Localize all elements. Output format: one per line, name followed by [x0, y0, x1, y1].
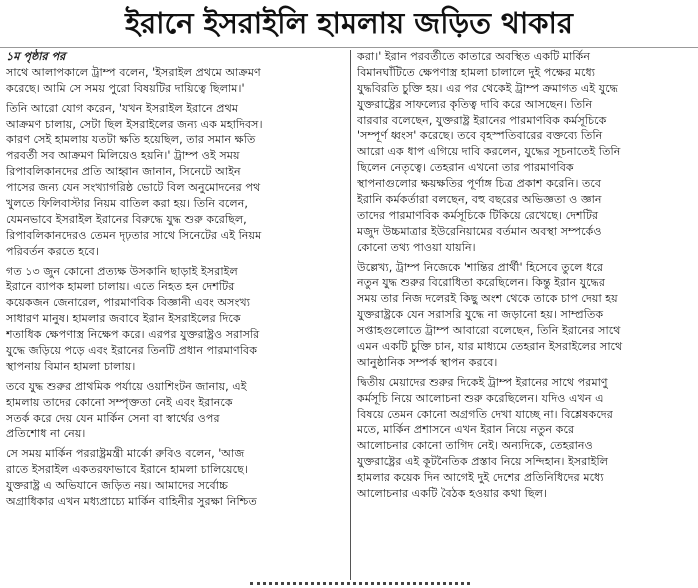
text-line: 'সম্পূর্ণ ধ্বংস' করেছে। তবে বৃহস্পতিবারের বক্তব্যে তিনি: [357, 129, 603, 143]
text-line: কয়েকজন জেনারেল, পারমাণবিক বিজ্ঞানী এবং অসংখ্য: [6, 296, 250, 310]
text-line: রিপাবলিকানদেরও তেমন দৃঢ়তার সাথে সিনেটের এই নিয়ম: [6, 228, 262, 242]
text-line: স্থাপনায় বিমান হামলা চালায়।: [6, 359, 136, 373]
headline-rule: [0, 47, 698, 48]
text-line: পরিবর্তন করতে হবে।: [6, 244, 99, 258]
text-line: হামলায় তাদের কোনো সম্পৃক্ততা নেই এবং ইরানকে: [6, 395, 233, 409]
text-line: করেছে। আমি সে সময় পুরো বিষয়টির দায়িত্বে ছিলাম।': [6, 81, 245, 95]
text-line: ছিলেন নেতৃত্বে। তেহরান এখনো তার পারমাণবিক: [357, 161, 574, 175]
text-line: শতাধিক ক্ষেপণাস্ত্র নিক্ষেপ করে। এরপর যুক্তরাষ্ট্রও সরাসরি: [6, 328, 260, 342]
text-line: রাতে ইসরাইল একতরফাভাবে ইরানে হামলা চালিয়েছে।: [6, 463, 248, 477]
text-line: উল্লেখ্য, ট্রাম্প নিজেকে 'শান্তির প্রার্থী' হিসেবে তুলে ধরে: [357, 260, 604, 274]
right-column-body: [357, 49, 693, 502]
text-line: স্থাপনাগুলোর ক্ষয়ক্ষতির পূর্ণাঙ্গ চিত্র প্রকাশ করেনি। তবে: [357, 177, 602, 191]
article-column-right: [357, 49, 693, 582]
text-line: আরো এক ধাপ এগিয়ে দাবি করলেন, যুদ্ধের সূচনাতেই তিনি: [357, 145, 621, 159]
text-line: বিষয়ে তেমন কোনো অগ্রগতি দেখা যাচ্ছে না। বিশ্লেষকদের: [357, 407, 613, 421]
text-line: ইরানে ব্যাপক হামলা চালায়। এতে নিহত হন দেশটির: [6, 280, 235, 294]
text-line: খুলতে ফিলিবাস্টার নিয়ম বাতিল করা হয়। তিনি বলেন,: [6, 197, 248, 211]
text-line: পাসের জন্য যেন সংখ্যাগরিষ্ঠ ভোটে বিল অনুমোদনের পথ: [6, 181, 261, 195]
text-line: গত ১৩ জুন কোনো প্রত্যক্ষ উসকানি ছাড়াই ইসরাইল: [6, 264, 238, 278]
text-line: সাধারণ মানুষ। হামলার জবাবে ইরান ইসরাইলের দিকে: [6, 312, 241, 326]
text-line: নতুন যুদ্ধ শুরুর বিরোধিতা করেছিলেন। কিন্তু ইরান যুদ্ধের: [357, 276, 605, 290]
text-line: আনুষ্ঠানিক সম্পর্ক স্থাপন করবে।: [357, 355, 498, 369]
text-line: যুদ্ধবিরতি চুক্তি হয়। এর পর থেকেই ট্রাম্প ক্রমাগত এই যুদ্ধে: [357, 81, 618, 95]
text-line: দ্বিতীয় মেয়াদের শুরুর দিকেই ট্রাম্প ইরানের সাথে পরমাণু: [357, 375, 608, 389]
text-line: আক্রমণ চালায়, সেটা ছিল ইসরাইলের জন্য এক মহাদিবস।: [6, 117, 263, 131]
article-column-left: [6, 49, 346, 582]
text-line: করা।' ইরান পরবর্তীতে কাতারে অবস্থিত একটি মার্কিন: [357, 50, 591, 63]
text-line: যুদ্ধে জড়িয়ে পড়ে এবং ইরানের তিনটি প্রধান পারমাণবিক: [6, 344, 258, 358]
text-line: কোনো তথ্য পাওয়া যায়নি।: [357, 240, 476, 254]
text-line: পরবর্তী সব আক্রমণ মিলিয়েও হয়নি।' ট্রাম্প ওই সময়: [6, 149, 240, 163]
next-text-cutoff: [0, 582, 698, 588]
text-line: হামলার কয়েক দিন আগেই দুই দেশের প্রতিনিধিদের মধ্যে: [357, 471, 604, 485]
text-line: সপ্তাহগুলোতে ট্রাম্প আবারো বলেছেন, তিনি ইরানের সাথে: [357, 324, 621, 338]
text-line: ইরানি কর্মকর্তারা বলছেন, বহু বছরের অভিজ্ঞতা ও জ্ঞান: [357, 193, 602, 207]
column-divider: [350, 50, 351, 580]
text-line: কারণ সেই হামলায় যতটা ক্ষতি হয়েছিল, তার সমান ক্ষতি: [6, 133, 256, 147]
text-line: মজুদ উচ্চমাত্রার ইউরেনিয়ামের বর্তমান অবস্থা সম্পর্কেও: [357, 224, 602, 238]
continuation-kicker: ১ম পৃষ্ঠার পর: [6, 50, 66, 63]
text-line: মতে, মার্কিন প্রশাসনে এখন ইরান নিয়ে নতুন করে: [357, 423, 575, 437]
left-column-body: [6, 65, 346, 510]
text-line: সময় তার নিজ দলেরই কিছু অংশ থেকে তাকে চাপ দেয়া হয়: [357, 292, 618, 306]
article-headline: ইরানে ইসরাইলি হামলায় জড়িত থাকার: [125, 6, 573, 40]
text-line: যুক্তরাষ্ট্রের সাফল্যের কৃতিত্ব দাবি করে আসছেন। তিনি: [357, 97, 593, 111]
text-line: এমন একটি চুক্তি চান, যার মাধ্যমে তেহরান ইসরাইলের সাথে: [357, 340, 623, 354]
text-line: যেমনভাবে ইসরাইল ইরানের বিরুদ্ধে যুদ্ধ শুরু করেছিল,: [6, 212, 247, 226]
text-line: তবে যুদ্ধ শুরুর প্রাথমিক পর্যায়ে ওয়াশিংটন জানায়, এই: [6, 379, 247, 393]
text-line: সতর্ক করে দেয় যেন মার্কিন সেনা বা স্বার্থের ওপর: [6, 411, 220, 425]
text-line: সে সময় মার্কিন পররাষ্ট্রমন্ত্রী মার্কো রুবিও বলেন, 'আজ: [6, 447, 245, 461]
text-line: বিমানঘাঁটিতে ক্ষেপণাস্ত্র হামলা চালালে দুই পক্ষের মধ্যে: [357, 65, 595, 79]
text-line: প্রতিশোধ না নেয়।: [6, 427, 86, 441]
text-line: তিনি আরো যোগ করেন, 'যখন ইসরাইল ইরানে প্রথম: [6, 101, 239, 115]
text-line: বারবার বলেছেন, যুক্তরাষ্ট্র ইরানের পারমাণবিক কর্মসূচিকে: [357, 113, 607, 127]
text-line: অগ্রাধিকার এখন মধ্যপ্রাচ্যে মার্কিন বাহিনীর সুরক্ষা নিশ্চিত: [6, 495, 257, 509]
text-line: তাদের পারমাণবিক কর্মসূচিকে টিকিয়ে রেখেছে। দেশটির: [357, 208, 599, 222]
text-line: যুক্তরাষ্ট্র এ অভিযানে জড়িত নয়। আমাদের সর্বোচ্চ: [6, 479, 228, 493]
text-line: আলোচনার একটি বৈঠক হওয়ার কথা ছিল।: [357, 487, 547, 501]
text-line: সাথে আলাপকালে ট্রাম্প বলেন, 'ইসরাইল প্রথমে আক্রমণ: [6, 65, 261, 79]
text-line: যুক্তরাষ্ট্রকে যেন সরাসরি যুদ্ধে না জড়ানো হয়। সাম্প্রতিক: [357, 308, 604, 322]
text-line: রিপাবলিকানদের প্রতি আহ্বান জানান, সিনেটে আইন: [6, 165, 241, 179]
text-line: আলোচনার কোনো তাগিদ নেই। অন্যদিকে, তেহরানও: [357, 439, 593, 453]
text-line: যুক্তরাষ্ট্রের এই কূটনৈতিক প্রস্তাব নিয়ে সন্দিহান। ইসরাইলি: [357, 455, 609, 469]
text-line: কর্মসূচি নিয়ে আলোচনা শুরু করেছিলেন। যদিও এখন এ: [357, 391, 604, 405]
